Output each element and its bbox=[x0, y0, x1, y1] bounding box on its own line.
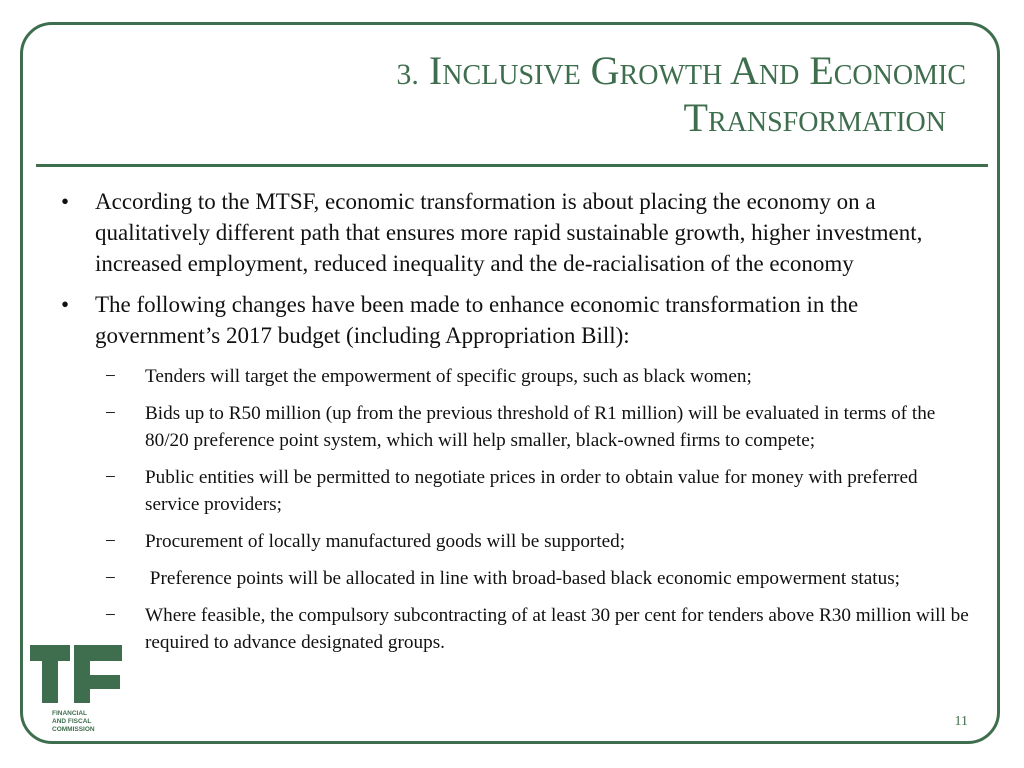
dash-marker: − bbox=[105, 605, 116, 626]
sub-bullet-text: Where feasible, the compulsory subcontracting of at least 30 per cent for tenders above R30 million will be required to advance designated groups. bbox=[145, 605, 969, 653]
sub-bullet-item bbox=[105, 400, 970, 454]
sub-bullet-item bbox=[105, 602, 970, 656]
title-line-1 bbox=[66, 48, 966, 95]
logo-caption-line-2: AND FISCAL bbox=[52, 718, 92, 725]
logo-caption-line-1: FINANCIAL bbox=[52, 710, 88, 717]
sub-bullet-item bbox=[105, 528, 970, 555]
dash-marker: − bbox=[105, 568, 116, 589]
sub-bullet-text: Procurement of locally manufactured goods will be supported; bbox=[145, 531, 626, 552]
logo-caption bbox=[52, 710, 95, 734]
dash-marker: − bbox=[105, 467, 116, 488]
sub-bullet-item bbox=[105, 363, 970, 390]
bullet-text: The following changes have been made to enhance economic transformation in the government’s 2017 budget (including Appropriation Bill): bbox=[95, 292, 859, 348]
sub-bullet-item bbox=[105, 565, 970, 592]
dash-marker: − bbox=[105, 531, 116, 552]
page-number: 11 bbox=[954, 714, 968, 729]
bullet-item bbox=[55, 186, 970, 279]
dash-marker: − bbox=[105, 366, 116, 387]
title-number: 3. bbox=[396, 58, 419, 91]
slide-content bbox=[55, 186, 970, 666]
sub-bullet-text: Bids up to R50 million (up from the previous threshold of R1 million) will be evaluated in terms of the 80/20 preference point system, which will help smaller, black-owned firms to compete; bbox=[145, 403, 936, 451]
sub-bullet-list bbox=[55, 363, 970, 656]
title-text-1: Inclusive Growth And Economic bbox=[428, 48, 966, 93]
bullet-marker: • bbox=[60, 189, 70, 214]
sub-bullet-text: Tenders will target the empowerment of specific groups, such as black women; bbox=[145, 366, 752, 387]
slide-title bbox=[66, 48, 966, 142]
bullet-marker: • bbox=[60, 292, 70, 317]
sub-bullet-text: Public entities will be permitted to negotiate prices in order to obtain value for money with preferred service providers; bbox=[145, 467, 918, 515]
bullet-item bbox=[55, 289, 970, 351]
title-divider bbox=[36, 164, 988, 167]
logo-caption-line-3: COMMISSION bbox=[52, 726, 95, 733]
dash-marker: − bbox=[105, 403, 116, 424]
bullet-text: According to the MTSF, economic transformation is about placing the economy on a qualitatively different path that ensures more rapid sustainable growth, higher investment, increased employment, reduced inequality and the de-racialisation of the economy bbox=[95, 189, 923, 276]
sub-bullet-text: Preference points will be allocated in line with broad-based black economic empowerment status; bbox=[145, 568, 900, 589]
sub-bullet-item bbox=[105, 464, 970, 518]
title-line-2: Transformation bbox=[683, 94, 946, 140]
